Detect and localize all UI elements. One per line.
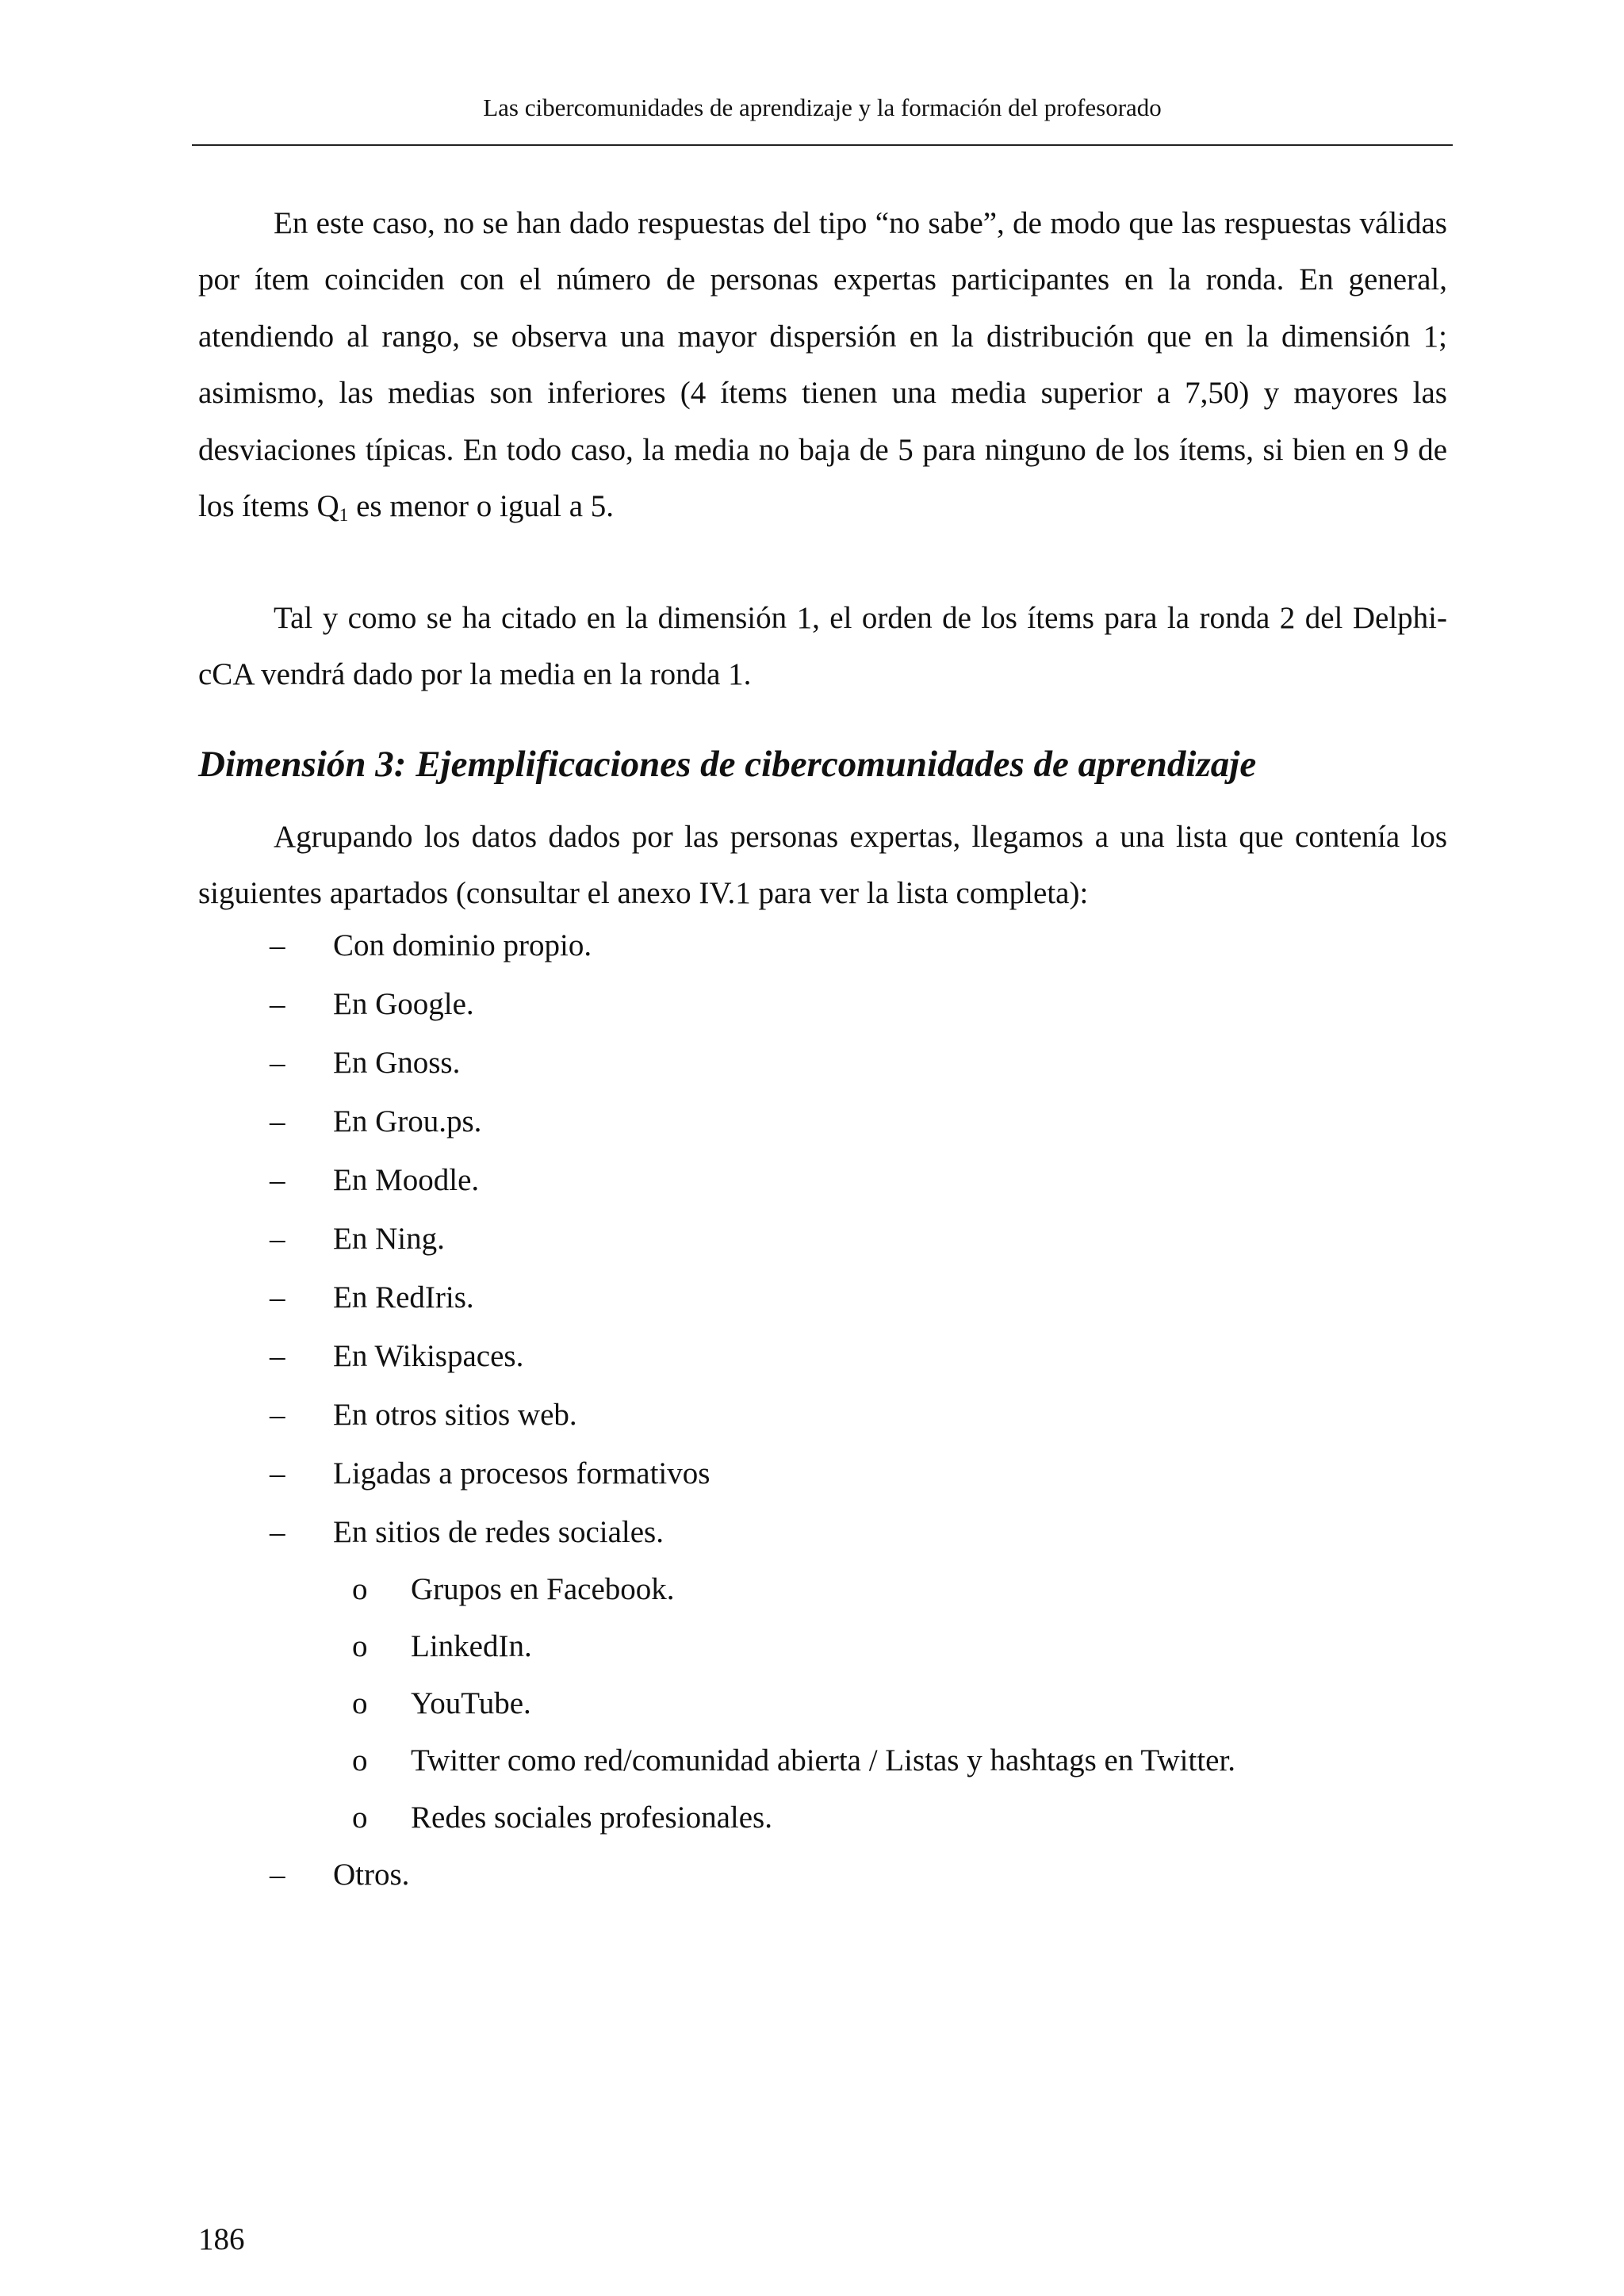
circle-bullet: o bbox=[352, 1629, 368, 1663]
dash-bullet: – bbox=[270, 1163, 285, 1197]
paragraph-order-text: Tal y como se ha citado en la dimensión 1, el orden de los ítems para la ronda 2 del Delphi-cCA vendrá dado por la media en la ronda 1. bbox=[198, 601, 1447, 692]
paragraph-responses bbox=[198, 195, 1447, 534]
list-item-text: En Moodle. bbox=[333, 1163, 480, 1197]
paragraph-grouping bbox=[198, 809, 1447, 922]
page-number: 186 bbox=[198, 2222, 245, 2256]
list-item-text: En RedIris. bbox=[333, 1280, 474, 1314]
sub-list-item-text: Twitter como red/comunidad abierta / Listas y hashtags en Twitter. bbox=[411, 1743, 1236, 1777]
paragraph-grouping-text: Agrupando los datos dados por las personas expertas, llegamos a una lista que contenía los siguientes apartados (consultar el anexo IV.1 para ver la lista completa): bbox=[198, 820, 1447, 911]
list-item-text: En Gnoss. bbox=[333, 1046, 461, 1080]
dash-bullet: – bbox=[270, 1515, 285, 1549]
dash-bullet: – bbox=[270, 1339, 285, 1373]
list-item-text: En Ning. bbox=[333, 1222, 445, 1256]
dash-bullet: – bbox=[270, 928, 285, 962]
paragraph-responses-text: En este caso, no se han dado respuestas del tipo “no sabe”, de modo que las respuestas válidas por ítem coinciden con el número de personas expertas participantes en la ronda. En general, atendiendo al rango, se observa una mayor dispersión en la distribución que en la dimensión 1; asimismo, las medias son inferiores (4 ítems tienen una media superior a 7,50) y mayores las desviaciones típicas. En todo caso, la media no baja de 5 para ninguno de los ítems, si bien en 9 de los ítems Q bbox=[198, 206, 1447, 524]
paragraph-order bbox=[198, 590, 1447, 703]
sub-list-item-text: Redes sociales profesionales. bbox=[411, 1800, 772, 1835]
list-item-text: Otros. bbox=[333, 1858, 410, 1892]
dash-bullet: – bbox=[270, 1858, 285, 1892]
dash-bullet: – bbox=[270, 1280, 285, 1314]
sub-list-item-text: Grupos en Facebook. bbox=[411, 1572, 675, 1606]
q1-subscript: 1 bbox=[339, 504, 349, 526]
dash-bullet: – bbox=[270, 1456, 285, 1490]
dash-bullet: – bbox=[270, 987, 285, 1021]
sub-list-item-text: YouTube. bbox=[411, 1686, 531, 1720]
list-item-text: En Wikispaces. bbox=[333, 1339, 524, 1373]
list-item-text: En sitios de redes sociales. bbox=[333, 1515, 664, 1549]
list-item-text: En Google. bbox=[333, 987, 474, 1021]
list-item-text: Ligadas a procesos formativos bbox=[333, 1456, 710, 1490]
circle-bullet: o bbox=[352, 1572, 368, 1606]
dash-bullet: – bbox=[270, 1046, 285, 1080]
circle-bullet: o bbox=[352, 1800, 368, 1835]
list-item-text: Con dominio propio. bbox=[333, 928, 592, 962]
dash-bullet: – bbox=[270, 1104, 285, 1138]
section-heading: Dimensión 3: Ejemplificaciones de cibercomunidades de aprendizaje bbox=[198, 744, 1257, 785]
sub-list-item-text: LinkedIn. bbox=[411, 1629, 532, 1663]
dash-bullet: – bbox=[270, 1222, 285, 1256]
paragraph-responses-tail: es menor o igual a 5. bbox=[348, 489, 615, 524]
header-rule bbox=[192, 144, 1453, 146]
dash-bullet: – bbox=[270, 1398, 285, 1432]
circle-bullet: o bbox=[352, 1743, 368, 1777]
circle-bullet: o bbox=[352, 1686, 368, 1720]
list-item-text: En Grou.ps. bbox=[333, 1104, 482, 1138]
running-header: Las cibercomunidades de aprendizaje y la formación del profesorado bbox=[483, 94, 1162, 121]
list-item-text: En otros sitios web. bbox=[333, 1398, 577, 1432]
